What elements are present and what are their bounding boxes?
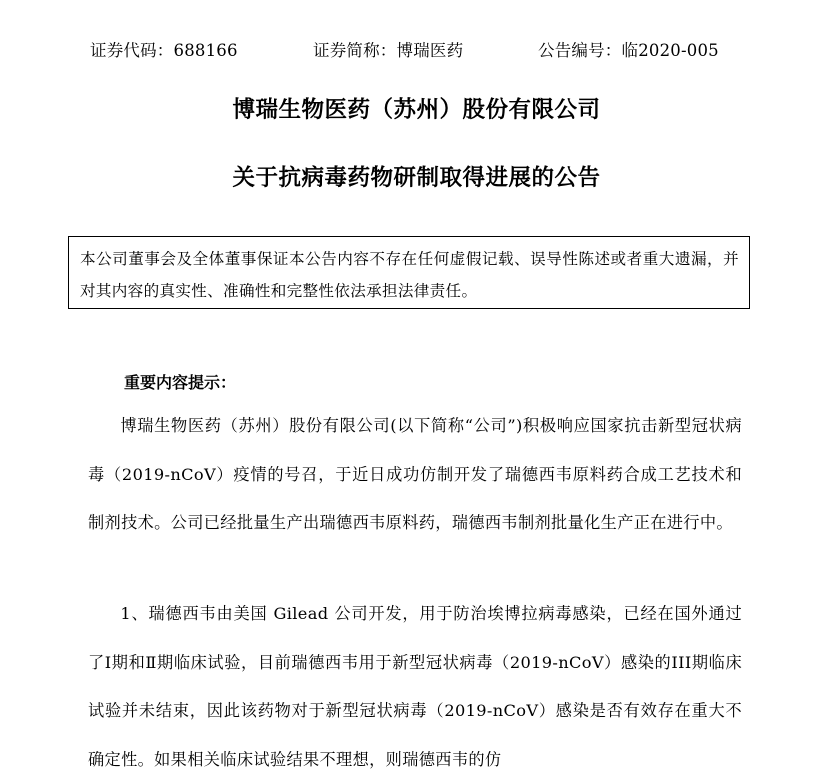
announcement-number: 公告编号：临2020-005 [538,41,719,60]
announcement-title: 关于抗病毒药物研制取得进展的公告 [232,165,601,191]
stock-abbreviation: 证券简称：博瑞医药 [313,41,464,60]
company-title: 博瑞生物医药（苏州）股份有限公司 [232,97,601,123]
stock-code: 证券代码：688166 [90,41,238,60]
disclaimer-text: 本公司董事会及全体董事保证本公告内容不存在任何虚假记载、误导性陈述或者重大遗漏，并对其内容的真实性、准确性和完整性依法承担法律责任。 [80,250,739,300]
body-paragraph-2: 1、瑞德西韦由美国 Gilead 公司开发，用于防治埃博拉病毒感染，已经在国外通过了Ⅰ期和Ⅱ期临床试验，目前瑞德西韦用于新型冠状病毒（2019-nCoV）感染的III期临床试验并未结束，因此该药物对于新型冠状病毒（2019-nCoV）感染是否有效存在重大不确定性。如果相关临床试验结果不理想，则瑞德西韦的仿 [88,604,742,769]
body-paragraph-1: 博瑞生物医药（苏州）股份有限公司(以下简称“公司”)积极响应国家抗击新型冠状病毒（2019-nCoV）疫情的号召，于近日成功仿制开发了瑞德西韦原料药合成工艺技术和制剂技术。公司已经批量生产出瑞德西韦原料药，瑞德西韦制剂批量化生产正在进行中。 [88,416,742,532]
disclaimer-box [68,236,750,309]
key-points-heading: 重要内容提示： [124,373,237,392]
